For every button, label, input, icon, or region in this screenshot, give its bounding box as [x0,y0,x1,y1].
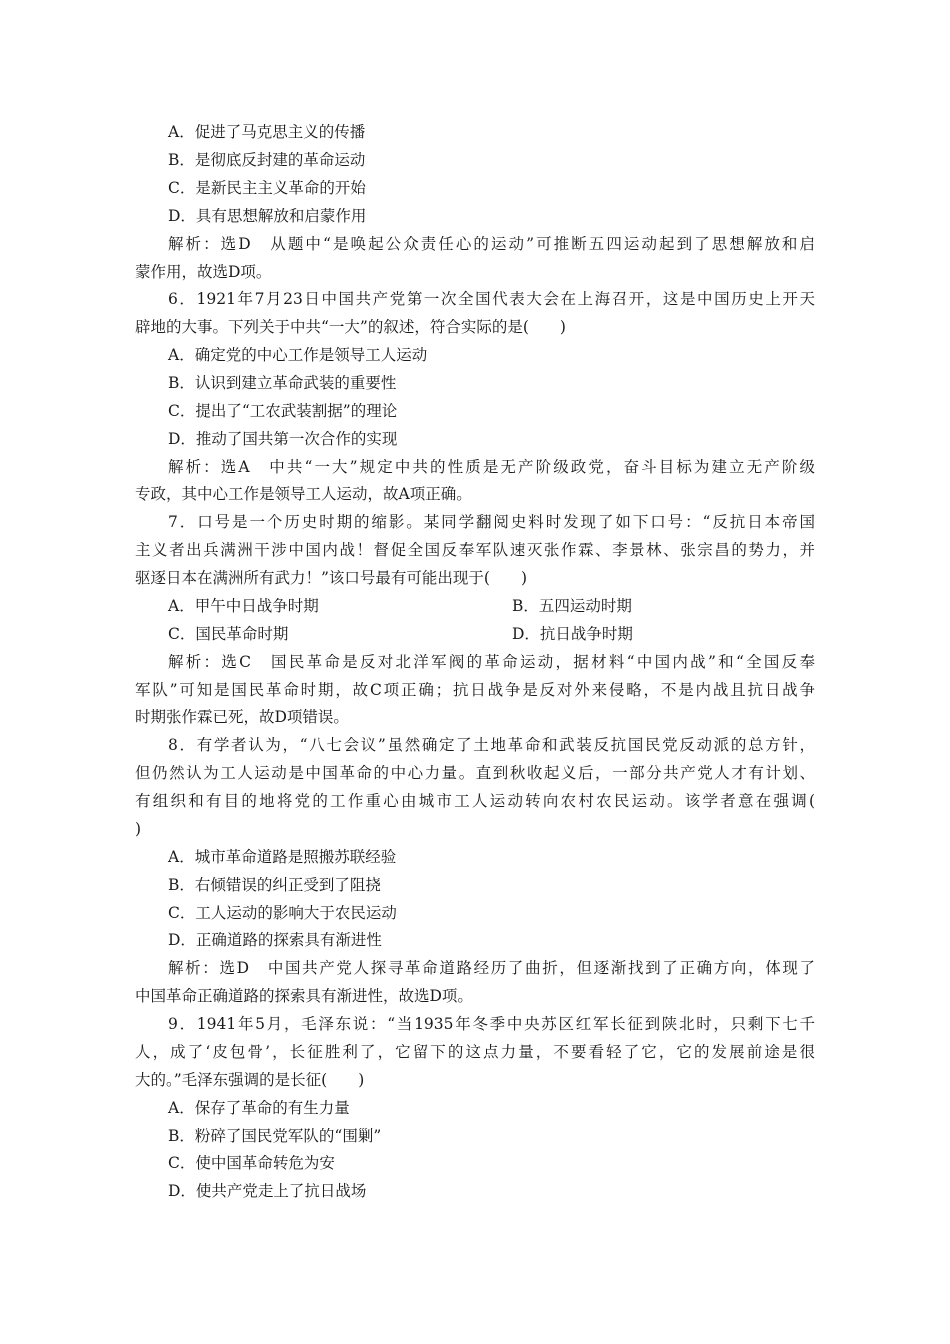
q9-stem-line-2: 人，成了‘皮包骨’，长征胜利了，它留下的这点力量，不要看轻了它，它的发展前途是很 [135,1043,815,1061]
q8-option-c: C．工人运动的影响大于农民运动 [168,904,397,922]
q7-option-c: C．国民革命时期 [168,625,289,643]
q8-analysis-line-2: 中国革命正确道路的探索具有渐进性，故选D项。 [135,987,473,1005]
q8-stem-line-3: 有组织和有目的地将党的工作重心由城市工人运动转向农村农民运动。该学者意在强调( [135,792,815,810]
q8-stem-line-4: ) [135,820,142,838]
q7-stem-line-3: 驱逐日本在满洲所有武力！”该口号最有可能出现于( ) [135,569,528,587]
q9-option-d: D．使共产党走上了抗日战场 [168,1182,367,1200]
q5-option-a: A．促进了马克思主义的传播 [168,123,366,141]
q5-option-c: C．是新民主主义革命的开始 [168,179,366,197]
q6-analysis-line-1: 解析：选A 中共“一大”规定中共的性质是无产阶级政党，奋斗目标为建立无产阶级 [168,458,815,476]
q6-analysis-line-2: 专政，其中心工作是领导工人运动，故A项正确。 [135,485,472,503]
q7-stem-line-1: 7．口号是一个历史时期的缩影。某同学翻阅史料时发现了如下口号：“反抗日本帝国 [168,513,815,531]
q5-option-d: D．具有思想解放和启蒙作用 [168,207,367,225]
q7-option-a: A．甲午中日战争时期 [168,597,319,615]
q6-option-b: B．认识到建立革命武装的重要性 [168,374,397,392]
q7-option-b: B．五四运动时期 [512,597,632,615]
q8-option-d: D．正确道路的探索具有渐进性 [168,931,382,949]
q5-analysis-line-2: 蒙作用，故选D项。 [135,263,272,281]
q9-stem-line-3: 大的。”毛泽东强调的是长征( ) [135,1071,365,1089]
q6-option-a: A．确定党的中心工作是领导工人运动 [168,346,428,364]
q8-analysis-line-1: 解析：选D 中国共产党人探寻革命道路经历了曲折，但逐渐找到了正确方向，体现了 [168,959,815,977]
q7-analysis-line-1: 解析：选C 国民革命是反对北洋军阀的革命运动，据材料“中国内战”和“全国反奉 [168,653,815,671]
q7-option-d: D．抗日战争时期 [512,625,633,643]
q9-stem-line-1: 9．1941年5月，毛泽东说：“当1935年冬季中央苏区红军长征到陕北时，只剩下七千 [168,1015,815,1033]
q7-stem-line-2: 主义者出兵满洲干涉中国内战！督促全国反奉军队速灭张作霖、李景林、张宗昌的势力，并 [135,541,815,559]
q9-option-a: A．保存了革命的有生力量 [168,1099,350,1117]
q8-stem-line-1: 8．有学者认为，“八七会议”虽然确定了土地革命和武装反抗国民党反动派的总方针， [168,736,815,754]
q9-option-b: B．粉碎了国民党军队的“围剿” [168,1127,382,1145]
q8-option-a: A．城市革命道路是照搬苏联经验 [168,848,397,866]
q7-analysis-line-3: 时期张作霖已死，故D项错误。 [135,708,349,726]
q7-analysis-line-2: 军队”可知是国民革命时期，故C项正确；抗日战争是反对外来侵略，不是内战且抗日战争 [135,681,815,699]
q6-stem-line-1: 6．1921年7月23日中国共产党第一次全国代表大会在上海召开，这是中国历史上开天 [168,290,815,308]
q5-analysis-line-1: 解析：选D 从题中“是唤起公众责任心的运动”可推断五四运动起到了思想解放和启 [168,235,815,253]
q5-option-b: B．是彻底反封建的革命运动 [168,151,366,169]
q6-option-d: D．推动了国共第一次合作的实现 [168,430,398,448]
q8-stem-line-2: 但仍然认为工人运动是中国革命的中心力量。直到秋收起义后，一部分共产党人才有计划、 [135,764,815,782]
q6-option-c: C．提出了“工农武装割据”的理论 [168,402,398,420]
q9-option-c: C．使中国革命转危为安 [168,1154,335,1172]
q8-option-b: B．右倾错误的纠正受到了阻挠 [168,876,381,894]
q6-stem-line-2: 辟地的大事。下列关于中共“一大”的叙述，符合实际的是( ) [135,318,566,336]
